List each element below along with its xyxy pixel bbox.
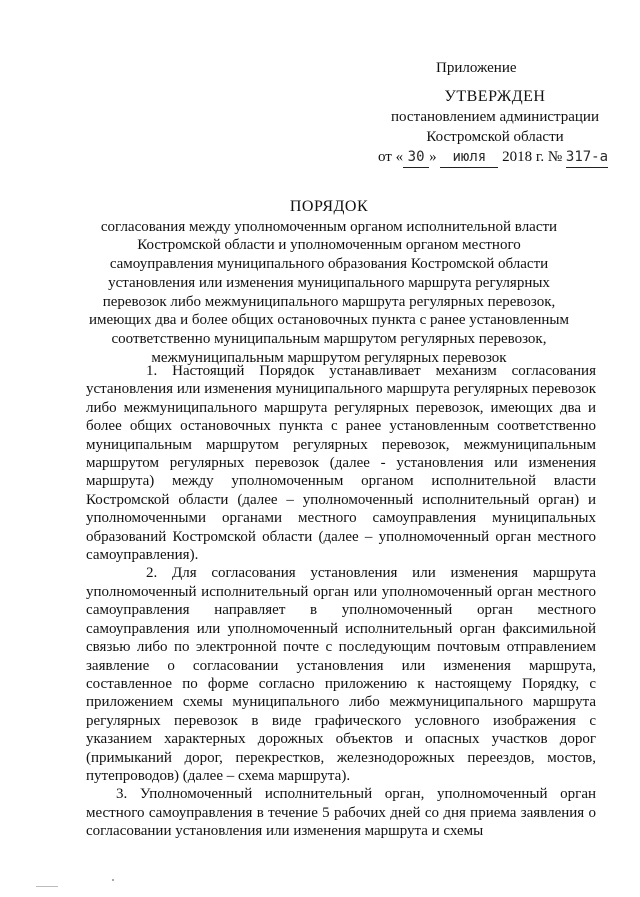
date-prefix: от « bbox=[378, 149, 404, 165]
appendix-label: Приложение bbox=[436, 60, 517, 76]
title-line: установления или изменения муниципального маршрута регулярных bbox=[108, 274, 550, 291]
paragraph-2: 2. Для согласования установления или изменения маршрута уполномоченный исполнительный орган или уполномоченный орган местного самоуправления направляет в уполномоченный орган местного самоуправления или уполномоченный исполнительный орган факсимильной связью либо по электронной почте с последующим почтовым отправлением заявление о согласовании установления или изменения маршрута, составленное по форме согласно приложению к настоящему Порядку, с приложением схемы муниципального либо межмуниципального маршрута регулярных перевозок в виде графического условного изображения с указанием характерных дорожных объектов и опасных участков дорог (примыканий дорог, перекрестков, железнодорожных переездов, мостов, путепроводов) (далее – схема маршрута). bbox=[86, 565, 596, 784]
approval-date-line bbox=[360, 147, 630, 168]
scan-dot bbox=[112, 879, 114, 881]
paragraph-1: 1. Настоящий Порядок устанавливает механизм согласования установления или изменения муниципального маршрута регулярных перевозок либо межмуниципального маршрута регулярных перевозок, имеющих два и более общих остановочных пункта с ранее установленным соответственно муниципальным маршрутом регулярных перевозок, межмуниципальным маршрутом регулярных перевозок (далее - установления или изменения маршрута) между уполномоченным органом исполнительной власти Костромской области (далее – уполномоченный исполнительный орган) и уполномоченными органами местного самоуправления муниципальных образований Костромской области (далее – уполномоченный орган местного самоуправления). bbox=[86, 363, 596, 564]
title-line: имеющих два и более общих остановочных пункта с ранее установленным bbox=[89, 312, 569, 329]
title-line: согласования между уполномоченным органом исполнительной власти bbox=[100, 218, 558, 235]
approved-by-line-2: Костромской области bbox=[426, 129, 564, 145]
month-handwritten: июля bbox=[440, 147, 498, 168]
year-number-label: 2018 г. № bbox=[502, 149, 563, 165]
title-line: межмуниципальным маршрутом регулярных перевозок bbox=[151, 349, 507, 366]
document-body bbox=[86, 362, 596, 841]
paragraph-3: 3. Уполномоченный исполнительный орган, уполномоченный орган местного самоуправления в течение 5 рабочих дней со дня приема заявления о согласовании установления или изменения маршрута и схемы bbox=[86, 786, 596, 840]
title-line: соответственно муниципальным маршрутом регулярных перевозок, bbox=[111, 330, 547, 347]
title-line: самоуправления муниципального образования Костромской области bbox=[109, 256, 549, 273]
title-line: перевозок либо межмуниципального маршрута регулярных перевозок, bbox=[102, 293, 556, 310]
scan-mark bbox=[36, 886, 58, 887]
approval-block bbox=[360, 58, 630, 168]
decree-number-handwritten: 317-а bbox=[566, 147, 608, 168]
date-quote-close: » bbox=[429, 149, 437, 165]
approved-heading: УТВЕРЖДЕН bbox=[444, 88, 546, 105]
title-line: Костромской области и уполномоченным органом местного bbox=[137, 237, 521, 254]
document-title bbox=[86, 198, 572, 367]
day-handwritten: 30 bbox=[403, 147, 429, 168]
title-main: ПОРЯДОК bbox=[289, 198, 369, 215]
approved-by-line-1: постановлением администрации bbox=[391, 109, 599, 125]
